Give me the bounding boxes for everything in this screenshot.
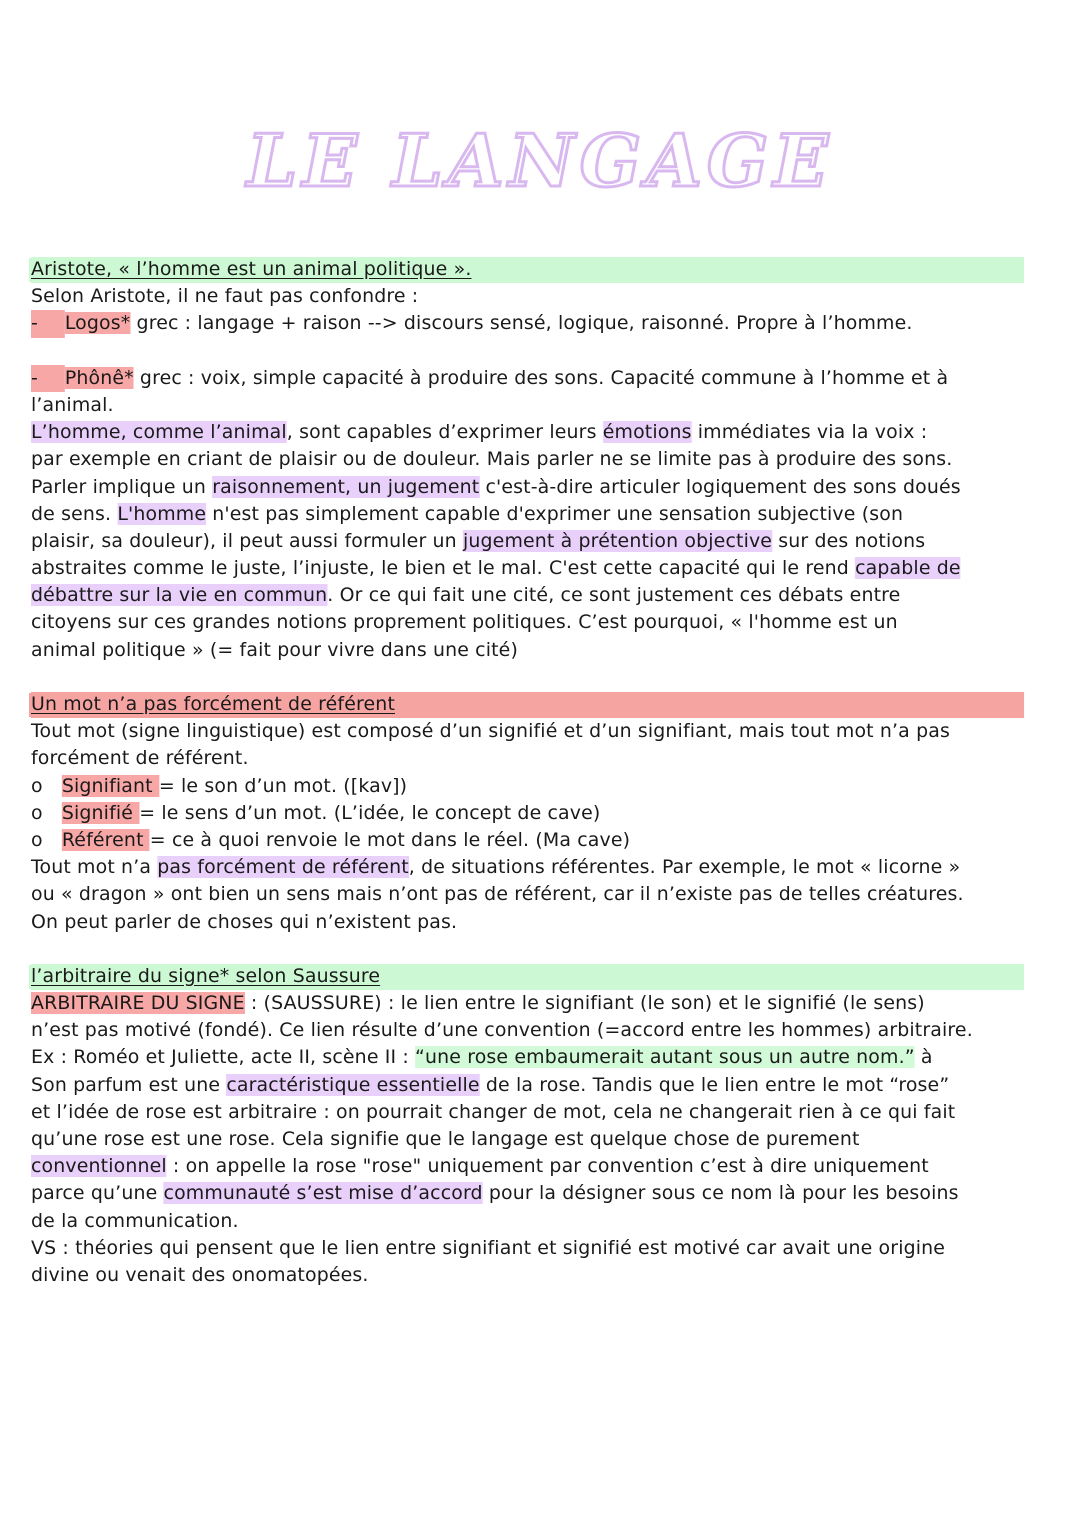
- highlight: L’homme, comme l’animal: [31, 421, 287, 444]
- quote-highlight: “une rose embaumerait autant sous un autre nom.”: [415, 1046, 915, 1069]
- text-span: c'est-à-dire articuler logiquement des sons doués: [479, 475, 961, 498]
- highlight: débattre sur la vie en commun: [31, 584, 328, 607]
- highlight: émotions: [602, 421, 692, 444]
- text-line: [31, 1072, 1036, 1099]
- text-span: : on appelle la rose "rose" uniquement par convention c’est à dire uniquement: [166, 1155, 929, 1178]
- text-span: parce qu’une: [31, 1182, 164, 1205]
- section-heading-referent: [31, 691, 1036, 718]
- text-line: ou « dragon » ont bien un sens mais n’ont pas de référent, car il n’existe pas de telles créatures.: [31, 883, 964, 906]
- text-span: plaisir, sa douleur), il peut aussi formuler un: [31, 529, 463, 552]
- heading-text: Un mot n’a pas forcément de référent: [31, 693, 396, 715]
- term-referent: Référent: [61, 828, 150, 851]
- text-span: pour la désigner sous ce nom là pour les besoins: [482, 1182, 959, 1205]
- highlight: pas forcément de référent: [157, 856, 409, 879]
- bullet: o: [31, 801, 43, 824]
- text-span: de sens.: [31, 502, 118, 525]
- highlight: caractéristique essentielle: [226, 1073, 480, 1096]
- bullet: o: [31, 828, 43, 851]
- text-line: forcément de référent.: [31, 747, 249, 770]
- document-body: [31, 256, 1041, 1289]
- text-span: abstraites comme le juste, l’injuste, le bien et le mal. C'est cette capacité qui le rend: [31, 557, 856, 580]
- text-span: = ce à quoi renvoie le mot dans le réel. (Ma cave): [149, 828, 631, 851]
- text-span: à: [914, 1046, 933, 1069]
- term-signifiant: Signifiant: [61, 774, 159, 797]
- text-span: grec : langage + raison --> discours sensé, logique, raisonné. Propre à l’homme.: [130, 312, 913, 335]
- page-title: LE LANGAGE: [246, 118, 834, 203]
- text-line: [31, 1044, 1036, 1071]
- text-line: [31, 582, 1036, 609]
- highlight: L'homme: [117, 502, 207, 525]
- text-span: = le sens d’un mot. (L’idée, le concept de cave): [139, 801, 601, 824]
- text-line: [31, 555, 1036, 582]
- text-line: [31, 501, 1036, 528]
- text-span: Son parfum est une: [31, 1073, 227, 1096]
- text-span: : (SAUSSURE) : le lien entre le signifiant (le son) et le signifié (le sens): [244, 992, 925, 1015]
- highlight: communauté s’est mise d’accord: [163, 1182, 483, 1205]
- text-line: n’est pas motivé (fondé). Ce lien résulte d’une convention (=accord entre les hommes) arbitraire.: [31, 1019, 973, 1042]
- text-line: [31, 1153, 1036, 1180]
- heading-text: Aristote, « l’homme est un animal politique ».: [31, 258, 472, 280]
- text-line: [31, 990, 1036, 1017]
- text-line: divine ou venait des onomatopées.: [31, 1263, 369, 1286]
- list-item-logos: [31, 310, 1036, 337]
- term-logos: Logos*: [64, 312, 131, 335]
- highlight: conventionnel: [31, 1155, 167, 1178]
- text-line: par exemple en criant de plaisir ou de douleur. Mais parler ne se limite pas à produire des sons.: [31, 448, 953, 471]
- list-item: [31, 773, 1036, 800]
- text-span: grec : voix, simple capacité à produire des sons. Capacité commune à l’homme et à: [133, 366, 949, 389]
- text-span: . Or ce qui fait une cité, ce sont justement ces débats entre: [327, 584, 901, 607]
- text-span: de la rose. Tandis que le lien entre le mot “rose”: [479, 1073, 950, 1096]
- text-line: [31, 1180, 1036, 1207]
- highlight: jugement à prétention objective: [462, 529, 773, 552]
- heading-text: l’arbitraire du signe* selon Saussure: [31, 964, 381, 987]
- dash-bullet: -: [31, 310, 65, 337]
- text-span: immédiates via la voix :: [691, 421, 928, 444]
- dash-bullet: -: [31, 365, 65, 392]
- text-line: Selon Aristote, il ne faut pas confondre :: [31, 285, 419, 308]
- bullet: o: [31, 774, 43, 797]
- highlight: capable de: [855, 557, 961, 580]
- text-span: Ex : Roméo et Juliette, acte II, scène II :: [31, 1046, 416, 1069]
- list-item: [31, 800, 1036, 827]
- text-line: citoyens sur ces grandes notions proprement politiques. C’est pourquoi, « l'homme est un: [31, 611, 898, 634]
- text-line: [31, 419, 1036, 446]
- text-line: VS : théories qui pensent que le lien entre signifiant et signifié est motivé car avait une origine: [31, 1236, 946, 1259]
- text-line: [31, 528, 1036, 555]
- text-line: Tout mot (signe linguistique) est composé d’un signifié et d’un signifiant, mais tout mot n’a pas: [31, 720, 950, 743]
- text-span: Parler implique un: [31, 475, 213, 498]
- term-signifie: Signifié: [61, 801, 140, 824]
- text-line: l’animal.: [31, 393, 114, 416]
- text-line: [31, 474, 1036, 501]
- text-line: [31, 854, 1036, 881]
- text-span: = le son d’un mot. ([kav]): [158, 774, 408, 797]
- text-line: et l’idée de rose est arbitraire : on pourrait changer de mot, cela ne changerait rien à ce qui fait: [31, 1100, 956, 1123]
- text-line: qu’une rose est une rose. Cela signifie que le langage est quelque chose de purement: [31, 1128, 860, 1150]
- list-item-phone: [31, 365, 1036, 392]
- section-heading-aristote: [31, 256, 1036, 283]
- text-span: , de situations référentes. Par exemple, le mot « licorne »: [408, 856, 961, 879]
- text-line: animal politique » (= fait pour vivre dans une cité): [31, 638, 518, 661]
- text-span: n'est pas simplement capable d'exprimer une sensation subjective (son: [206, 502, 904, 525]
- text-line: On peut parler de choses qui n’existent pas.: [31, 910, 458, 933]
- text-line: de la communication.: [31, 1209, 239, 1232]
- text-span: Tout mot n’a: [31, 856, 158, 879]
- list-item: [31, 827, 1036, 854]
- highlight: raisonnement, un jugement: [212, 475, 480, 498]
- term-phone: Phônê*: [64, 366, 134, 389]
- text-span: , sont capables d’exprimer leurs: [286, 421, 603, 444]
- section-heading-saussure: [31, 963, 1036, 990]
- text-span: sur des notions: [772, 529, 926, 552]
- term-arbitraire: ARBITRAIRE DU SIGNE: [31, 992, 245, 1015]
